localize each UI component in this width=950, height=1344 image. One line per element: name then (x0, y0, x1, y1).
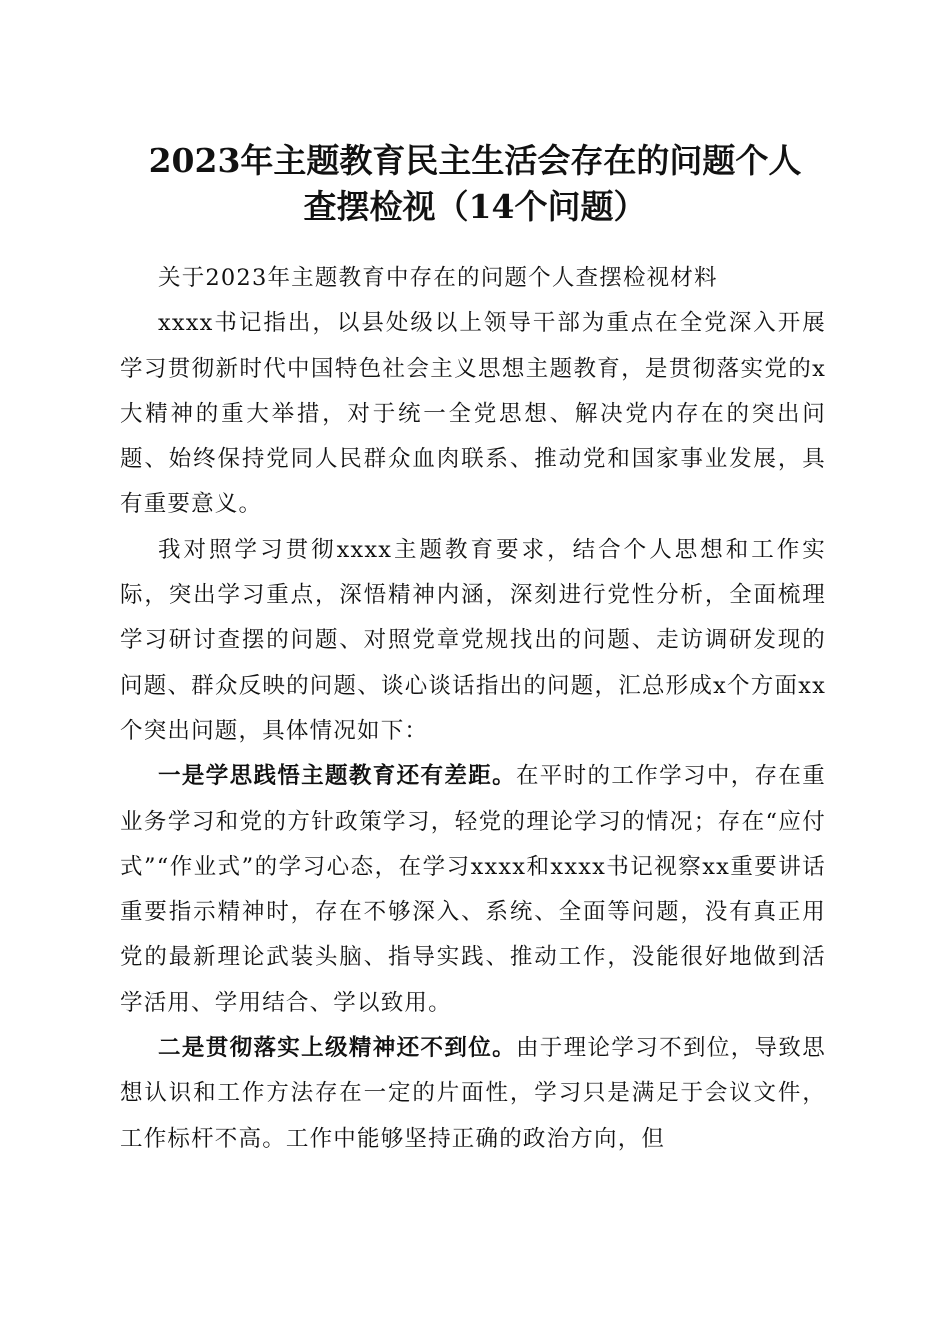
paragraph-overview (120, 528, 826, 754)
title-line-1: 2023年主题教育民主生活会存在的问题个人 (148, 141, 802, 180)
paragraph-text: xxxx书记指出，以县处级以上领导干部为重点在全党深入开展学习贯彻新时代中国特色社会主义思想主题教育，是贯彻落实党的x大精神的重大举措，对于统一全党思想、解决党内存在的突出问题、始终保持党同人民群众血肉联系、推动党和国家事业发展，具有重要意义。 (120, 310, 826, 518)
document-title (100, 138, 850, 230)
paragraph-text: 由于理论学习不到位，导致思想认识和工作方法存在一定的片面性，学习只是满足于会议文件，工作标杆不高。工作中能够坚持正确的政治方向，但 (120, 1035, 826, 1152)
paragraph-issue-1 (120, 754, 826, 1026)
document-body (120, 256, 826, 1162)
title-line-2: 查摆检视（14个问题） (303, 187, 647, 226)
paragraph-text: 关于2023年主题教育中存在的问题个人查摆检视材料 (158, 265, 718, 291)
paragraph-lead: 一是学思践悟主题教育还有差距。 (158, 763, 516, 790)
paragraph-intro (120, 301, 826, 527)
paragraph-text: 在平时的工作学习中，存在重业务学习和党的方针政策学习，轻党的理论学习的情况；存在“应付式”“作业式”的学习心态，在学习xxxx和xxxx书记视察xx重要讲话重要指示精神时，存在不够深入、系统、全面等问题，没有真正用党的最新理论武装头脑、指导实践、推动工作，没能很好地做到活学活用、学用结合、学以致用。 (120, 763, 826, 1016)
paragraph-subtitle (120, 256, 826, 301)
paragraph-issue-2 (120, 1026, 826, 1162)
paragraph-text: 我对照学习贯彻xxxx主题教育要求，结合个人思想和工作实际，突出学习重点，深悟精神内涵，深刻进行党性分析，全面梳理学习研讨查摆的问题、对照党章党规找出的问题、走访调研发现的问题、群众反映的问题、谈心谈话指出的问题，汇总形成x个方面xx个突出问题，具体情况如下： (120, 536, 826, 744)
paragraph-lead: 二是贯彻落实上级精神还不到位。 (158, 1035, 516, 1062)
